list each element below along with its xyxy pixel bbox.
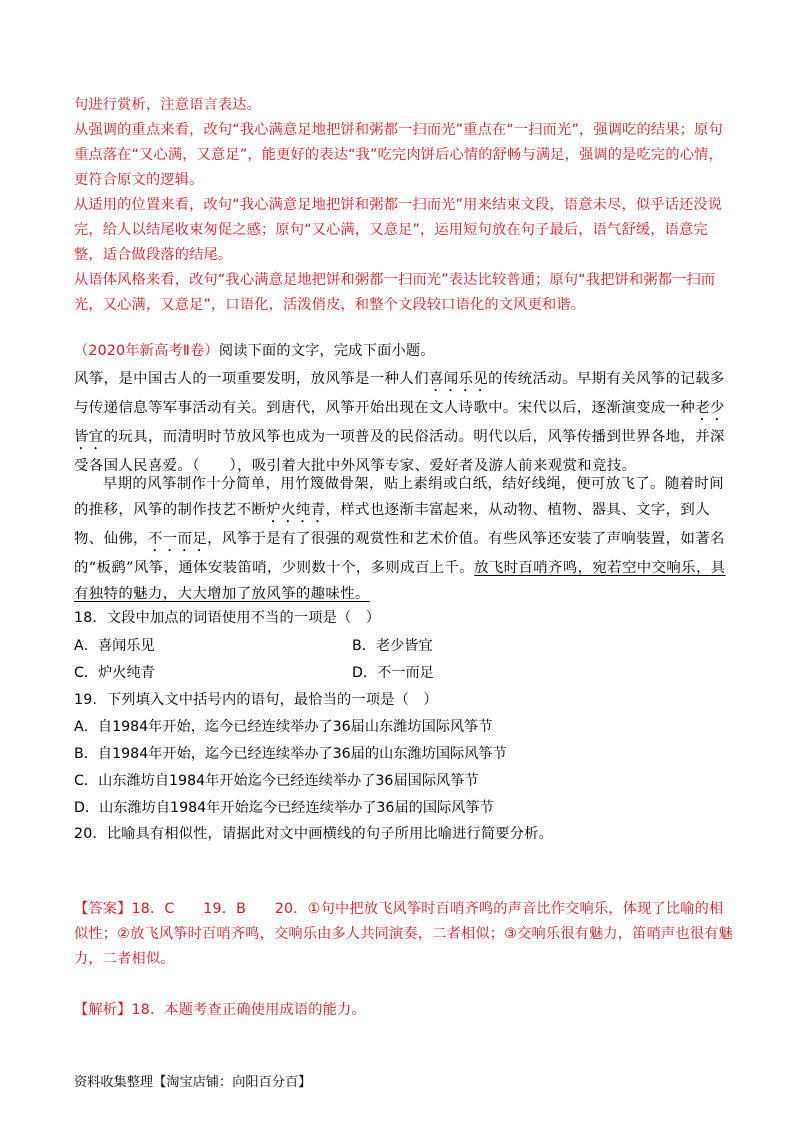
q18-option-c: C．炉火纯青 [74, 665, 155, 681]
footer-source: 资料收集整理【淘宝店铺：向阳百分百】 [74, 1075, 312, 1090]
underlined-sentence: 放飞时百哨齐鸣，宛若空中交响乐，具有独特的魅力，大大增加了放风筝的趣味性。 [74, 560, 726, 602]
analysis-paragraph-emphasis: 从强调的重点来看，改句“我心满意足地把饼和粥都一扫而光”重点在“一扫而光”，强调吃的结果；原句重点落在“又心满，又意足”，能更好的表达“我”吃完肉饼后心情的舒畅与满足，强调的是吃完的心情，更符合原文的逻辑。 [74, 122, 723, 188]
dotted-word-xiwenlejian: 喜闻乐见 [428, 371, 489, 387]
q19-stem: 19．下列填入文中括号内的语句，最恰当的一项是（ ） [74, 692, 438, 708]
dotted-word-laoshaojieyi: 老少皆宜 [74, 400, 725, 445]
q20-stem: 20．比喻具有相似性，请据此对文中画横线的句子所用比喻进行简要分析。 [74, 826, 553, 842]
question-intro: 阅读下面的文字，完成下面小题。 [218, 343, 435, 359]
passage-paragraph-1: 风筝，是中国古人的一项重要发明，放风筝是一种人们喜闻乐见的传统活动。早期有关风筝的记载多与传递信息等军事活动有关。到唐代，风筝开始出现在文人诗歌中。宋代以后，逐渐演变成一种老少皆宜的玩具，而清明时节放风筝也成为一项普及的民俗活动。明代以后，风筝传播到世界各地，并深受各国人民喜爱。（ ），吸引着大批中外风筝专家、爱好者及游人前来观赏和竞技。 [74, 371, 725, 474]
q18-option-a: A．喜闻乐见 [74, 638, 155, 654]
q19-option-a: A．自1984年开始，迄今已经连续举办了36届山东潍坊国际风筝节 [74, 719, 493, 735]
analysis-paragraph-position: 从适用的位置来看，改句“我心满意足地把饼和粥都一扫而光”用来结束文段，语意未尽，似乎话还没说完，给人以结尾收束匆促之感；原句“又心满，又意足”，运用短句放在句子最后，语气舒缓，语意完整，适合做段落的结尾。 [74, 197, 723, 263]
q18-stem: 18．文段中加点的词语使用不当的一项是（ ） [74, 610, 381, 626]
answer-block: 【答案】18．C 19．B 20．①句中把放飞风筝时百哨齐鸣的声音比作交响乐，体现了比喻的相似性；②放飞风筝时百哨齐鸣，交响乐由多人共同演奏，二者相似；③交响乐很有魅力，笛哨声也很有魅力，二者相似。 [74, 901, 733, 967]
analysis-block: 【解析】18．本题考查正确使用成语的能力。 [74, 1002, 366, 1018]
dotted-word-luhuochunqing: 炉火纯青 [266, 502, 326, 518]
q19-option-d: D．山东潍坊自1984年开始迄今已经连续举办了36届的国际风筝节 [74, 800, 494, 816]
analysis-paragraph-style: 从语体风格来看，改句“我心满意足地把饼和粥都一扫而光”表达比较普通；原句“我把饼和粥都一扫而光，又心满，又意足”，口语化，活泼俏皮，和整个文段较口语化的文风更和谐。 [74, 272, 716, 313]
q18-option-b: B．老少皆宜 [352, 638, 433, 654]
dotted-word-buyierzu: 不一而足 [147, 531, 208, 547]
question-header [74, 339, 734, 364]
q19-option-c: C．山东潍坊自1984年开始迄今已经连续举办了36届国际风筝节 [74, 773, 479, 789]
question-source: （2020年新高考Ⅱ卷） [74, 343, 219, 359]
q18-option-d: D．不一而足 [352, 665, 434, 681]
analysis-line-1: 句进行赏析，注意语言表达。 [74, 97, 262, 113]
q19-option-b: B．自1984年开始，迄今已经连续举办了36届的山东潍坊国际风筝节 [74, 746, 507, 762]
passage-paragraph-2: 早期的风筝制作十分简单，用竹篾做骨架，贴上素绢或白纸，结好线绳，便可放飞了。随着时间的推移，风筝的制作技艺不断炉火纯青，样式也逐渐丰富起来，从动物、植物、器具、文字，到人物、仙佛，不一而足，风筝于是有了很强的观赏性和艺术价值。有些风筝还安装了声响装置，如著名的“板鹞”风筝，通体安装笛哨，少则数十个，多则成百上千。放飞时百哨齐鸣，宛若空中交响乐，具有独特的魅力，大大增加了放风筝的趣味性。 [74, 476, 726, 602]
